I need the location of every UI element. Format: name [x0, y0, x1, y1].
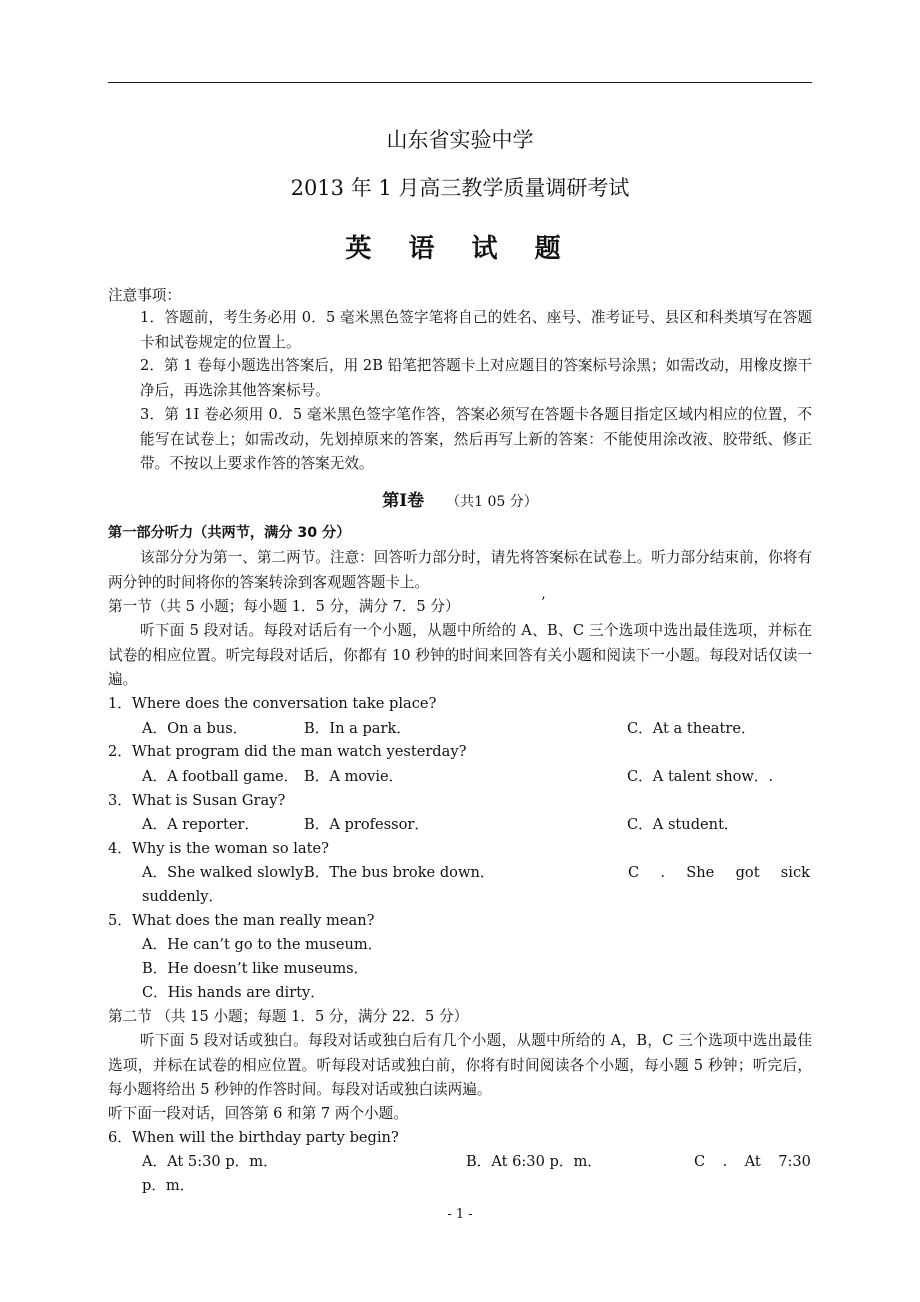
q4-option-c-part: sick [780, 864, 810, 881]
question-2: 2．What program did the man watch yesterday? [108, 743, 467, 760]
q2-option-b: B．A movie． [304, 768, 404, 785]
q5-option-a: A．He can’t go to the museum． [142, 936, 383, 953]
q4-option-c-part: She [686, 864, 715, 881]
section2-title: 第二节 （共 15 小题；每题 1．5 分，满分 22．5 分） [108, 1008, 469, 1025]
subject-title: 英 语 试 题 [345, 234, 575, 264]
page-number: - 1 - [447, 1207, 473, 1222]
section1-title: 第一节（共 5 小题；每小题 1．5 分，满分 7．5 分） [108, 598, 460, 615]
q5-option-b: B．He doesn’t like museums． [142, 960, 369, 977]
q6-option-b: B．At 6:30 p．m． [466, 1153, 602, 1170]
question-6: 6．When will the birthday party begin? [108, 1129, 399, 1146]
volume-title: 第I卷 [382, 491, 425, 511]
question-5: 5．What does the man really mean? [108, 912, 375, 929]
q6-option-c-part: At [744, 1153, 761, 1170]
q6-option-c-part: 7:30 [778, 1153, 811, 1170]
section1-intro: 听下面 5 段对话。每段对话后有一个小题，从题中所给的 A、B、C 三个选项中选出最佳选项，并标在试卷的相应位置。听完每段对话后，你都有 10 秒钟的时间来回答有关小题和阅读下一小题。每段对话仅读一遍。 [108, 622, 812, 688]
listen-instruction: 听下面一段对话，回答第 6 和第 7 两个小题。 [108, 1105, 408, 1122]
note-item: 2．第 1 卷每小题选出答案后，用 2B 铅笔把答题卡上对应题目的答案标号涂黑；如需改动，用橡皮擦干净后，再选涂其他答案标号。 [140, 357, 812, 399]
q1-option-c: C．At a theatre． [627, 720, 756, 737]
question-4: 4．Why is the woman so late? [108, 840, 329, 857]
part1-intro: 该部分分为第一、第二两节。注意：回答听力部分时，请先将答案标在试卷上。听力部分结束前，你将有两分钟的时间将你的答案转涂到客观题答题卡上。 [108, 549, 812, 591]
q5-option-c: C．His hands are dirty． [142, 984, 325, 1001]
q4-option-c-part: . [660, 864, 666, 881]
q6-option-c-continued: p．m． [142, 1177, 195, 1194]
q1-option-b: B．In a park． [304, 720, 411, 737]
q2-option-c: C．A talent show．. [627, 768, 774, 785]
exam-title: 2013 年 1 月高三教学质量调研考试 [290, 176, 630, 200]
note-item: 3．第 1I 卷必须用 0．5 毫米黑色签字笔作答，答案必须写在答题卡各题目指定区域内相应的位置，不能写在试卷上；如需改动，先划掉原来的答案，然后再写上新的答案：不能使用涂改液、胶带纸、修正带。不按以上要求作答的答案无效。 [140, 406, 812, 472]
q4-option-c [628, 861, 810, 886]
q4-option-a: A．She walked slowly． [142, 864, 319, 881]
school-name: 山东省实验中学 [386, 128, 534, 152]
part1-title: 第一部分听力（共两节，满分 30 分） [108, 525, 351, 541]
q4-option-c-part: got [735, 864, 760, 881]
q1-option-a: A．On a bus． [142, 720, 248, 737]
volume-heading [108, 486, 812, 511]
question-3: 3．What is Susan Gray? [108, 792, 286, 809]
header-rule [108, 82, 812, 83]
q2-option-a: A．A football game． [142, 768, 299, 785]
q3-option-a: A．A reporter． [142, 816, 260, 833]
q6-option-c [694, 1150, 811, 1175]
volume-subtitle: （共1 05 分） [446, 494, 538, 510]
note-item: 1．答题前，考生务必用 0．5 毫米黑色签字笔将自己的姓名、座号、准考证号、县区和科类填写在答题卡和试卷规定的位置上。 [140, 309, 812, 351]
q3-option-c: C．A student． [627, 816, 739, 833]
q3-option-b: B．A professor． [304, 816, 429, 833]
q6-option-c-part: C [694, 1153, 706, 1170]
stray-mark: ’ [541, 595, 546, 611]
question-1: 1．Where does the conversation take place? [108, 695, 437, 712]
q6-option-c-part: . [722, 1153, 728, 1170]
notes-label: 注意事项： [108, 287, 181, 304]
q4-option-c-continued: suddenly． [142, 888, 224, 905]
q6-option-a: A．At 5:30 p．m． [142, 1153, 278, 1170]
q4-option-b: B．The bus broke down． [304, 864, 495, 881]
q4-option-c-part: C [628, 864, 640, 881]
section2-intro: 听下面 5 段对话或独白。每段对话或独白后有几个小题，从题中所给的 A，B，C 三个选项中选出最佳选项，并标在试卷的相应位置。听每段对话或独白前，你将有时间阅读各个小题，每小题 5 秒钟；听完后，每小题将给出 5 秒钟的作答时间。每段对话或独白读两遍。 [108, 1032, 812, 1098]
